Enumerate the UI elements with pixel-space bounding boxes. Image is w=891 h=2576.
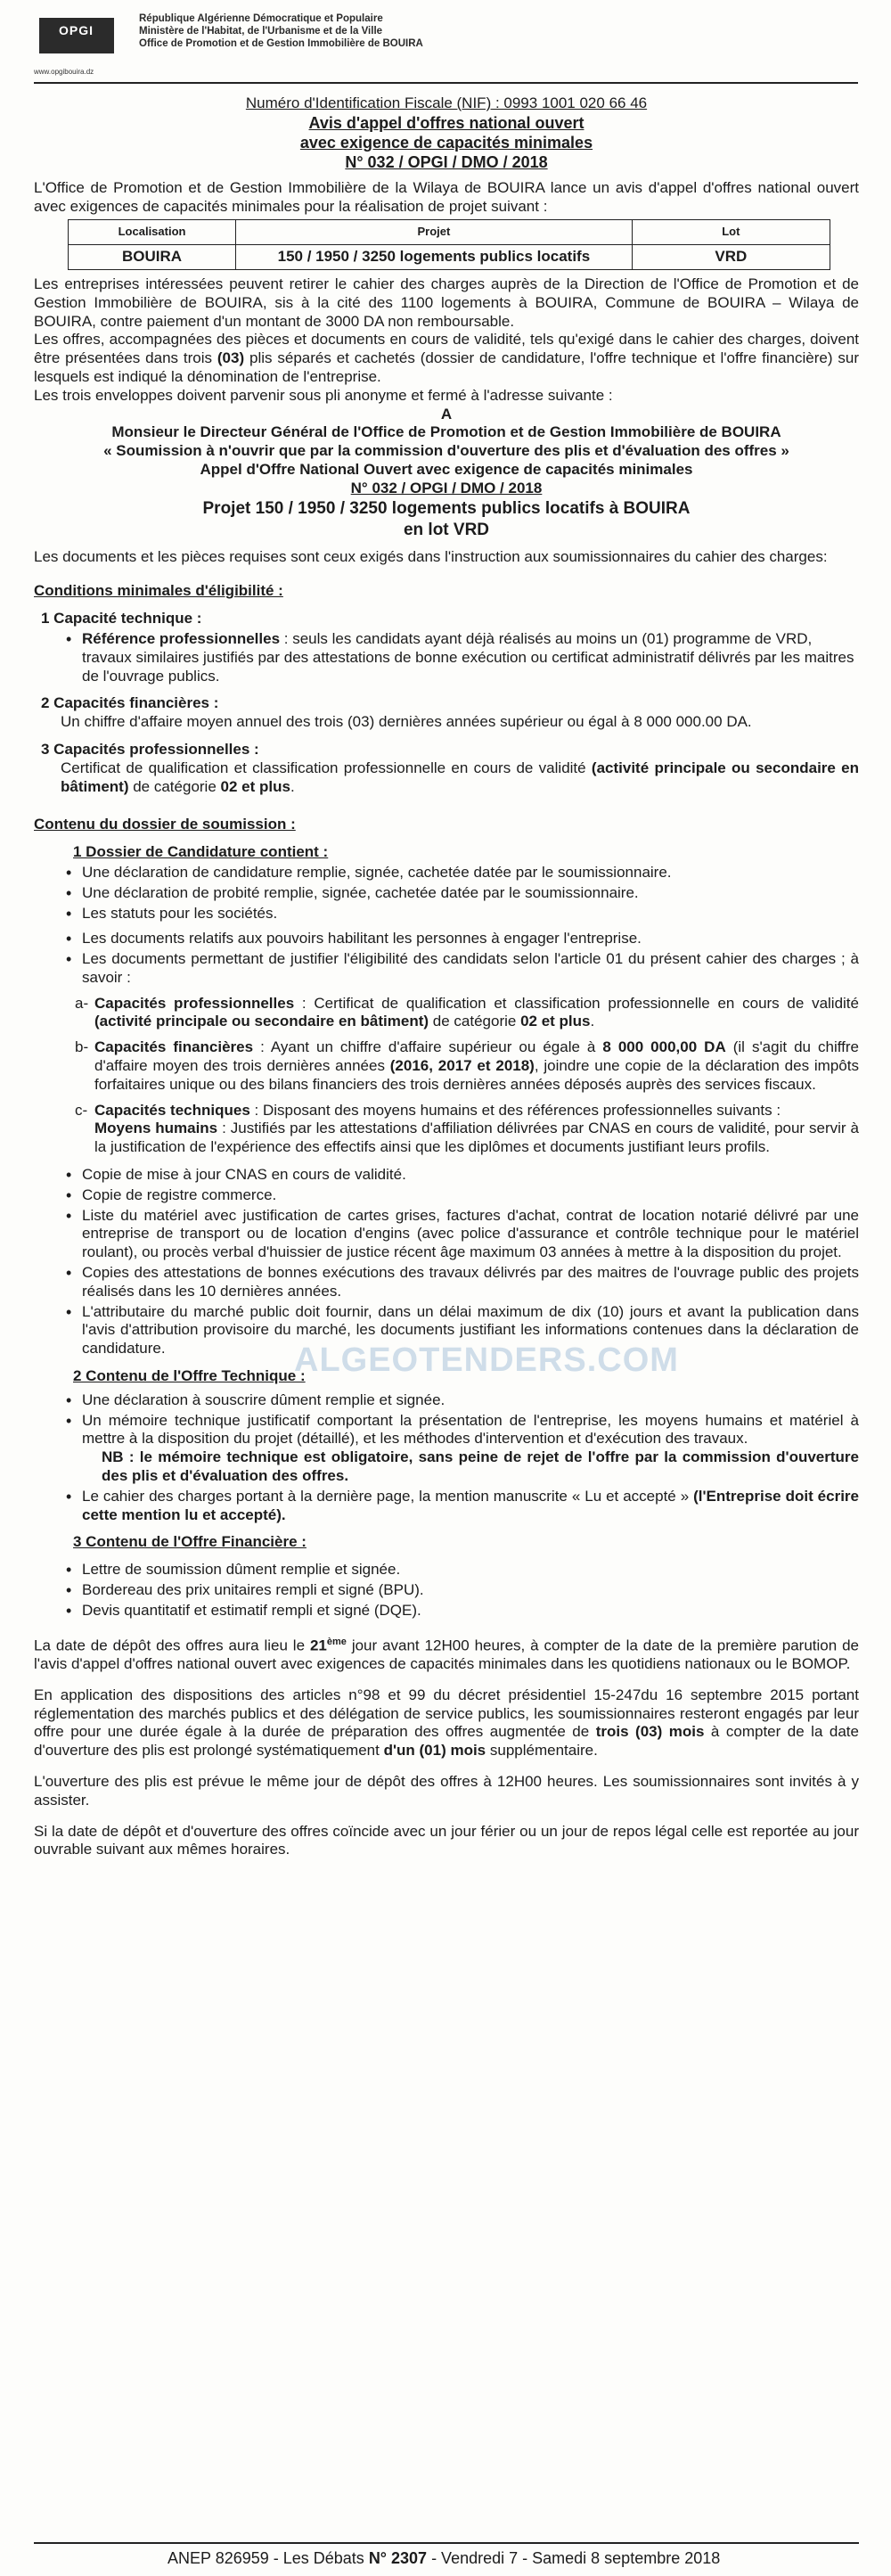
list-item: • Une déclaration à souscrire dûment remplie et signée. [34,1391,859,1410]
bold-run: (03) [217,349,245,367]
footer-text [168,2549,720,2568]
letterhead-line-1: République Algérienne Démocratique et Populaire [139,13,383,24]
bold-run: (activité principale ou secondaire en bâtiment) [61,759,859,795]
bold-run: Capacités professionnelles [94,994,295,1012]
text-run: supplémentaire. [486,1742,598,1760]
text-run: . [290,777,295,795]
text-run: En application des dispositions des articles n°98 et 99 du décret présidentiel 15-247du 16 septembre 2015 portant réglementation des marchés publics et des délégation de service publics, les soumissionnaires resteront engagés par leur offre pour une durée égale à la durée de préparation des offres augmentée de [34,1686,859,1741]
section-title-text: 1 Dossier de Candidature contient : [73,843,329,861]
spacer [34,1620,859,1633]
address-project: Projet 150 / 1950 / 3250 logements publics locatifs à BOUIRA [202,498,691,518]
spacer [34,1157,859,1164]
bold-run: 21 [309,1637,327,1654]
spacer [34,172,859,179]
bold-run: Capacités techniques [94,1101,250,1119]
text-run: Les offres, accompagnées des pièces et documents en cours de validité, tels qu'exigé dans le cahier des charges, doivent être présentées dans trois [34,331,859,367]
list-item: • Une déclaration de probité remplie, signée, cachetée datée par le soumissionnaire. [34,884,859,903]
text-run: Certificat de qualification et classification professionnelle en cours de validité [61,759,592,776]
condition-2-text: Un chiffre d'affaire moyen annuel des trois (03) dernières années supérieur ou égal à 8 000 000.00 DA. [61,713,752,731]
address-number: N° 032 / OPGI / DMO / 2018 [350,479,543,496]
table-header-row [69,220,830,245]
bold-run: 02 et plus [220,777,290,795]
address-a: A [440,405,453,422]
text-run: : Certificat de qualification et classification professionnelle en cours de validité [294,994,859,1012]
logo-text: OPGI [59,23,94,37]
item-letter: b- [75,1038,89,1056]
list-item: • Copies des attestations de bonnes exécutions des travaux délivrés par des maitres de l'ouvrage public des projets réalisés dans les 10 dernières années. [34,1264,859,1301]
bold-run: (2016, 2017 et 2018) [389,1057,535,1075]
text-run: Le cahier des charges portant à la dernière page, la mention manuscrite « Lu et accepté » [82,1487,694,1505]
header-divider [34,82,858,84]
address-recipient: Monsieur le Directeur Général de l'Office de Promotion et de Gestion Immobilière de BOUIRA [111,423,781,441]
logo-url: www.opgibouira.dz [34,68,94,76]
letterhead-lines [139,12,423,50]
item-letter: a- [75,994,89,1012]
capacity-b [34,1038,859,1094]
watermark: ALGEOTENDERS.COM [294,1341,679,1379]
ouverture-paragraph: L'ouverture des plis est prévue le même jour de dépôt des offres à 12H00 heures. Les soumissionnaires sont invités à y assister. [34,1773,859,1809]
bold-run: (l'Entreprise doit écrire cette mention lu et accepté). [82,1487,860,1523]
text-run: ANEP 826959 - Les Débats [168,2549,369,2567]
text-run: : Disposant des moyens humains et des références professionnelles suivants : [249,1101,781,1119]
list-item: • Un mémoire technique justificatif comportant la présentation de l'entreprise, les moyens humains et matériel à mettre à la disposition du projet (détaillé), et les méthodes d'intervention et d'exécution des travaux. [34,1412,859,1449]
list-item: • Copie de mise à jour CNAS en cours de validité. [34,1166,859,1185]
notice-number: N° 032 / OPGI / DMO / 2018 [345,152,548,171]
table-cell-lot: VRD [632,245,830,270]
bold-run: N° 2307 [368,2549,428,2567]
bold-run: 02 et plus [520,1013,591,1030]
list-item: • Les statuts pour les sociétés. [34,905,859,923]
capacity-a [34,995,859,1032]
table-row [69,245,830,270]
nif-text: Numéro d'Identification Fiscale (NIF) : 0993 1001 020 66 46 [245,94,648,111]
text-run: : Ayant un chiffre d'affaire supérieur ou égale à [253,1038,603,1056]
notice-title-1: Avis d'appel d'offres national ouvert [308,113,584,132]
list-item: • Une déclaration de candidature remplie, signée, cachetée datée par le soumissionnaire. [34,864,859,882]
bold-run: d'un (01) mois [383,1742,486,1760]
intro-paragraph: L'Office de Promotion et de Gestion Immobilière de la Wilaya de BOUIRA lance un avis d'appel d'offres national ouvert avec exigences de capacités minimales pour la réalisation de projet suivant : [34,178,859,215]
list-item: • Devis quantitatif et estimatif rempli et signé (DQE). [34,1602,859,1620]
condition-1-text [34,630,859,685]
section-title-text: 3 Contenu de l'Offre Financière : [73,1533,307,1551]
capacity-c [34,1102,859,1157]
dossier-heading: Contenu du dossier de soumission : [34,816,296,833]
text-run: (il s'agit du chiffre d'affaire moyen des trois dernières années [94,1038,859,1075]
bold-run: trois (03) mois [595,1723,705,1741]
table-cell-localisation: BOUIRA [69,245,236,270]
retrait-paragraph: Les entreprises intéressées peuvent retirer le cahier des charges auprès de la Direction de l'Office de Promotion et de Gestion Immobilière de BOUIRA, sis à la cité des 1100 logements à BOUIRA, Commune de BOUIRA – Wilaya de BOUIRA, contre paiement d'un montant de 3000 DA non remboursable. [34,275,859,330]
text-run: jour avant 12H00 heures, à compter de la date de la première parution de l'avis d'appel d'offres national ouvert avec exigences de capacités minimales dans les quotidiens nationaux ou le BOMOP. [34,1637,859,1673]
spacer [34,1760,859,1773]
text-run: plis séparés et cachetés (dossier de candidature, l'offre technique et l'offre financière) sur lesquels est indiqué la dénomination de l'entreprise. [34,349,859,385]
list-item: • Lettre de soumission dûment remplie et signée. [34,1561,859,1579]
text-run: à compter de la date d'ouverture des plis est prolongé systématiquement [34,1723,859,1760]
bold-run: Référence professionnelles [82,629,281,647]
table-cell-projet: 150 / 1950 / 3250 logements publics locatifs [236,245,633,270]
condition-2-title: 2 Capacités financières : [41,694,219,712]
list-item: • Copie de registre commerce. [34,1186,859,1205]
project-table [68,219,830,270]
superscript: ème [326,1636,347,1647]
text-run: . [590,1013,595,1030]
condition-1-title: 1 Capacité technique : [41,610,202,628]
list-item [34,1488,859,1525]
text-run: La date de dépôt des offres aura lieu le [34,1637,310,1654]
list-item: • Bordereau des prix unitaires rempli et signé (BPU). [34,1581,859,1600]
engagement-paragraph [34,1686,859,1760]
condition-3-text [34,759,859,797]
notice-body [34,89,859,1859]
list-item: • Les documents permettant de justifier l'éligibilité des candidats selon l'article 01 du présent cahier des charges ; à savoir : [34,950,859,988]
docs-paragraph: Les documents et les pièces requises sont ceux exigés dans l'instruction aux soumissionnaires du cahier des charges: [34,547,828,565]
list-item: • Liste du matériel avec justification de cartes grises, factures d'achat, contrat de location notarié délivré par une entreprise de transport ou de location d'engins (avec police d'assurance et contrôle technique pour le matériel roulant), ou procès verbal d'huissier de justice récent âge maximum 03 années à mettre à la disposition du projet. [34,1207,859,1262]
address-lot: en lot VRD [403,520,490,539]
list-item: • L'attributaire du marché public doit fournir, dans un délai maximum de dix (10) jours et avant la publication dans l'avis d'attribution provisoire du marché, les documents justifiant les informations contenues dans la déclaration de candidature. [34,1303,859,1358]
ferie-paragraph: Si la date de dépôt et d'ouverture des offres coïncide avec un jour férier ou un jour de repos légal celle est reportée au jour ouvrable suivant aux mêmes horaires. [34,1822,859,1858]
enveloppes-paragraph: Les trois enveloppes doivent parvenir sous pli anonyme et fermé à l'adresse suivante : [34,386,613,404]
condition-3-title: 3 Capacités professionnelles : [41,740,259,758]
bold-run: Capacités financières [94,1038,254,1056]
footer [34,2542,859,2574]
opgi-logo [34,5,116,76]
item-letter: c- [75,1101,88,1119]
text-run: de catégorie [128,777,221,795]
text-run: : Justifiés par les attestations d'affiliation délivrées par CNAS en cours de validité, pour servir à la justification de l'expérience des effectifs ainsi que les diplômes et documents justifiant leurs profils. [94,1120,859,1156]
text-run: , joindre une copie de la déclaration des impôts forfaitaires unique ou des bilans financiers des trois dernières années déposés auprès des services fiscaux. [94,1057,859,1093]
conditions-heading: Conditions minimales d'éligibilité : [34,582,283,600]
table-header-cell: Localisation [69,220,236,245]
spacer [34,541,859,548]
bold-run: (activité principale ou secondaire en bâtiment) [94,1013,429,1030]
table-header-cell: Lot [632,220,830,245]
letterhead-line-3: Office de Promotion et de Gestion Immobilière de BOUIRA [139,38,423,49]
dossier-3-title [34,1533,859,1552]
bold-run: Moyens humains [94,1120,218,1137]
bold-run: 8 000 000,00 DA [602,1038,726,1056]
nb-note: NB : le mémoire technique est obligatoire, sans peine de rejet de l'offre par la commission d'ouverture des plis et d'évaluation des offres. [102,1448,859,1485]
list-item: • Les documents relatifs aux pouvoirs habilitant les personnes à engager l'entreprise. [34,930,859,948]
text-run: : seuls les candidats ayant déjà réalisés au moins un (01) programme de VRD, travaux similaires justifiés par des attestations de bonne exécution ou certificat administratif délivrés par les maitres de l'ouvrage publics. [82,629,854,685]
text-run: - Vendredi 7 - Samedi 8 septembre 2018 [427,2549,721,2567]
table-header-cell: Projet [236,220,633,245]
spacer [34,1810,859,1823]
letterhead-line-2: Ministère de l'Habitat, de l'Urbanisme et de la Ville [139,26,383,37]
offres-paragraph [34,331,859,386]
notice-title-2: avec exigence de capacités minimales [299,133,593,152]
dossier-1-title [34,843,859,862]
address-instruction: « Soumission à n'ouvrir que par la commission d'ouverture des plis et d'évaluation des offres » [103,442,789,460]
nif-line [34,94,859,113]
address-subject: Appel d'Offre National Ouvert avec exigence de capacités minimales [200,460,693,478]
section-title-text: 2 Contenu de l'Offre Technique : [73,1367,306,1385]
spacer [34,1674,859,1686]
depot-paragraph [34,1633,859,1674]
text-run: de catégorie [429,1013,521,1030]
letterhead [34,5,568,80]
